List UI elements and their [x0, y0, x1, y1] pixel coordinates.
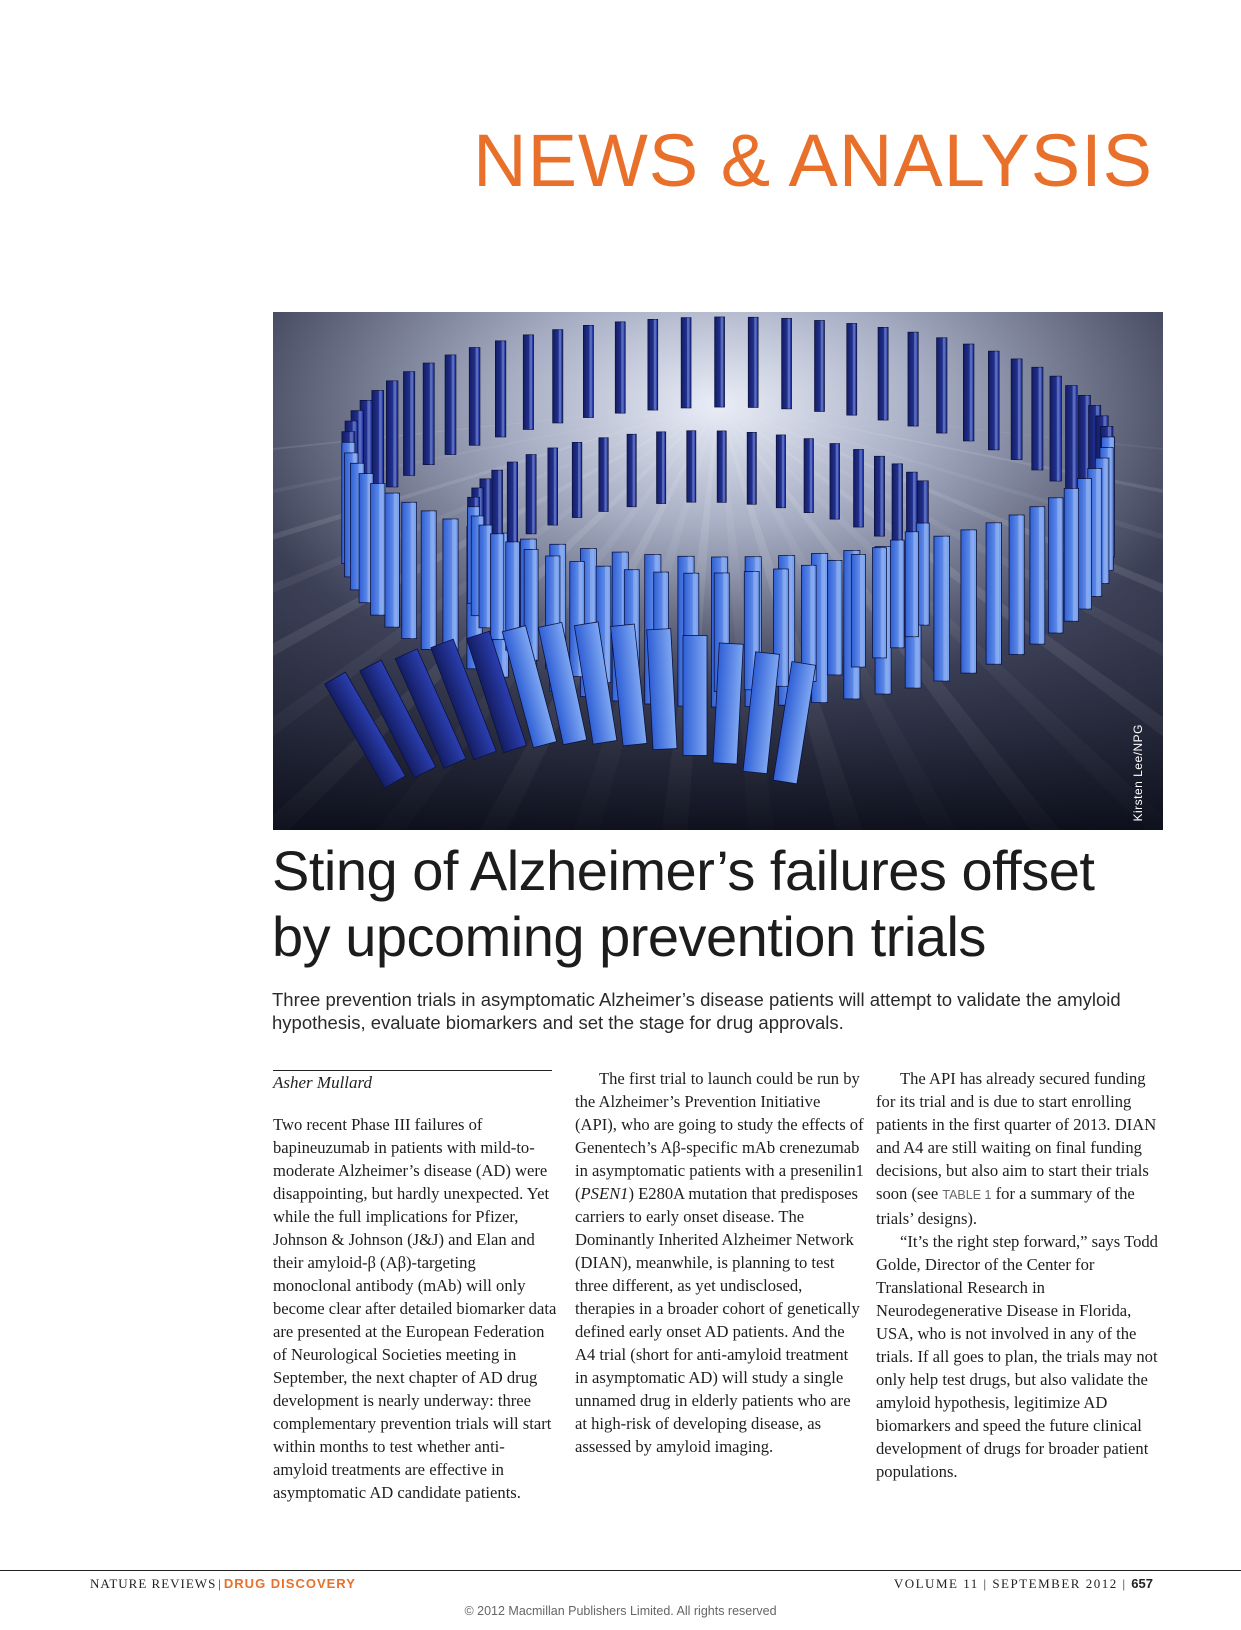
paragraph: Two recent Phase III failures of bapineuzumab in patients with mild-to-moderate Alzheimer’s disease (AD) were disappointing, but hardly unexpected. Yet while the full implications for Pfizer, Johnson & Johnson (J&J) and Elan and their amyloid-β (Aβ)-targeting monoclonal antibody (mAb) will only become clear after detailed biomarker data are presented at the European Federation of Neurological Societies meeting in September, the next chapter of AD drug development is nearly underway: three complementary prevention trials will start within months to test whether anti-amyloid treatments are effective in asymptomatic AD candidate patients. — [273, 1115, 557, 1502]
domino-highlight — [810, 565, 814, 681]
domino — [854, 450, 864, 528]
domino-highlight — [410, 372, 413, 476]
paragraph — [575, 1067, 865, 1458]
domino-highlight — [899, 540, 902, 648]
footer-journal — [90, 1576, 356, 1592]
domino-highlight — [723, 431, 725, 502]
footer-volume — [894, 1576, 1153, 1592]
domino-highlight — [559, 330, 562, 423]
article-column-1 — [273, 1113, 558, 1504]
domino — [776, 435, 785, 508]
falling-domino — [683, 635, 707, 755]
text-run: ) E280A mutation that predisposes carriers to early onset disease. The Dominantly Inherited Alzheimer Network (DIAN), meanwhile, is planning to test three different, as yet undisclosed, therapies in a broader cohort of genetically defined early onset AD patients. And the A4 trial (short for anti-amyloid treatment in asymptomatic AD) will study a single unnamed drug in elderly patients who are at high-risk of developing disease, as assessed by amyloid imaging. — [575, 1184, 860, 1456]
domino-highlight — [782, 435, 784, 508]
domino-highlight — [859, 450, 861, 528]
paragraph — [876, 1067, 1166, 1230]
gene-name: PSEN1 — [580, 1184, 629, 1203]
domino-highlight — [1086, 479, 1090, 609]
journal-name: NATURE REVIEWS — [90, 1576, 217, 1591]
domino-highlight — [452, 355, 455, 455]
domino — [495, 341, 505, 437]
domino-highlight — [970, 530, 974, 673]
headline-line-2: by upcoming prevention trials — [272, 905, 986, 968]
domino-highlight — [393, 381, 396, 487]
domino — [479, 525, 492, 628]
domino-highlight — [836, 560, 840, 675]
footer-rule — [0, 1570, 1241, 1571]
hero-illustration — [273, 312, 1163, 830]
domino — [873, 548, 887, 658]
author-byline: Asher Mullard — [273, 1073, 373, 1092]
domino — [423, 363, 434, 465]
domino — [828, 560, 843, 675]
domino — [681, 318, 691, 408]
domino-highlight — [578, 442, 580, 517]
domino-highlight — [514, 462, 517, 544]
domino-highlight — [995, 523, 999, 664]
domino-highlight — [1073, 488, 1077, 621]
domino — [748, 317, 758, 407]
text-run: for a summary of the trials’ designs). — [876, 1184, 1135, 1228]
domino — [715, 317, 725, 407]
domino — [402, 502, 417, 638]
domino-highlight — [476, 348, 479, 446]
domino-highlight — [487, 525, 490, 628]
domino — [963, 344, 974, 441]
article-headline — [272, 838, 1172, 970]
domino-highlight — [913, 532, 916, 637]
domino-highlight — [1096, 469, 1100, 597]
domino-highlight — [1057, 376, 1060, 481]
domino-highlight — [589, 325, 592, 417]
domino — [553, 330, 563, 423]
domino-highlight — [633, 434, 635, 506]
journal-subtitle: DRUG DISCOVERY — [223, 1576, 356, 1591]
domino-highlight — [898, 464, 901, 546]
domino-highlight — [430, 511, 434, 650]
domino-highlight — [880, 456, 883, 536]
headline-line-1: Sting of Alzheimer’s failures offset — [272, 839, 1095, 902]
text-run: The first trial to launch could be run by the Alzheimer’s Prevention Initiative (API), who are going to study the effects of Genentech’s Aβ-specific mAb crenezumab in asymptomatic patients with a presenilin1 ( — [575, 1069, 864, 1203]
domino-highlight — [884, 327, 887, 420]
text-run: The API has already secured funding for its trial and is due to start enrolling patients in the first quarter of 2013. DIAN and A4 are still waiting on final funding decisions, but also aim to start their trials soon (see — [876, 1069, 1157, 1203]
domino-highlight — [621, 322, 624, 413]
domino-highlight — [379, 484, 383, 616]
section-title: NEWS & ANALYSIS — [473, 119, 1153, 202]
domino-highlight — [529, 335, 532, 430]
domino-highlight — [687, 318, 689, 408]
domino-highlight — [1018, 359, 1021, 460]
domino — [469, 348, 480, 446]
domino-highlight — [810, 439, 812, 513]
domino-highlight — [379, 391, 382, 499]
domino-highlight — [1018, 515, 1022, 655]
standfirst: Three prevention trials in asymptomatic Alzheimer’s disease patients will attempt to validate the amyloid hypothesis, evaluate biomarkers and set the stage for drug approvals. — [272, 989, 1121, 1033]
byline-rule — [273, 1070, 552, 1071]
domino-highlight — [821, 321, 824, 412]
domino — [874, 456, 884, 536]
domino-highlight — [1073, 386, 1076, 493]
domino-highlight — [753, 432, 755, 504]
domino — [747, 432, 756, 504]
domino-highlight — [1057, 498, 1061, 633]
domino — [491, 534, 504, 640]
domino-highlight — [604, 438, 606, 512]
domino-highlight — [654, 319, 657, 410]
domino-highlight — [943, 536, 947, 681]
domino-highlight — [754, 317, 756, 407]
domino-ring-image — [273, 312, 1163, 830]
domino-highlight — [502, 341, 505, 437]
table-1-link[interactable]: TABLE 1 — [942, 1188, 992, 1202]
domino — [782, 318, 792, 408]
paragraph: “It’s the right step forward,” says Todd Golde, Director of the Center for Translational Research in Neurodegenerative Disease in Florida, USA, who is not involved in any of the trials. If all goes to plan, the trials may not only help test drugs, but also validate the amyloid hypothesis, legitimize AD biomarkers and speed the future clinical development of drugs for broader patient populations. — [876, 1232, 1158, 1481]
domino — [1050, 376, 1061, 481]
domino — [1064, 488, 1078, 621]
domino-highlight — [836, 444, 838, 519]
domino-highlight — [1039, 507, 1043, 644]
volume-issue: VOLUME 11 | SEPTEMBER 2012 | — [893, 1576, 1127, 1591]
domino-highlight — [788, 318, 790, 408]
domino-highlight — [924, 523, 927, 625]
domino-highlight — [1039, 367, 1042, 470]
page-number: 657 — [1131, 1576, 1153, 1591]
domino — [583, 325, 593, 417]
domino-highlight — [782, 569, 786, 686]
domino-highlight — [821, 554, 825, 703]
domino-highlight — [860, 555, 864, 668]
copyright-notice: © 2012 Macmillan Publishers Limited. All rights reserved — [464, 1604, 777, 1618]
domino-highlight — [411, 502, 415, 638]
article-column-3 — [876, 1067, 1166, 1483]
domino-highlight — [662, 432, 664, 504]
domino — [372, 391, 384, 499]
domino-highlight — [554, 448, 556, 525]
domino-highlight — [532, 455, 535, 534]
domino-highlight — [499, 534, 502, 640]
domino — [804, 439, 813, 513]
domino — [908, 332, 918, 426]
domino — [615, 322, 625, 413]
domino-highlight — [394, 493, 398, 627]
domino — [385, 493, 400, 627]
article-column-2 — [575, 1067, 865, 1458]
domino-highlight — [430, 363, 433, 465]
domino-highlight — [692, 431, 694, 502]
domino-highlight — [914, 332, 917, 426]
separator: | — [218, 1576, 222, 1591]
domino-highlight — [995, 351, 998, 450]
domino-highlight — [853, 324, 856, 416]
domino-highlight — [721, 317, 723, 407]
image-credit: Kirsten Lee/NPG — [1131, 724, 1145, 822]
domino-highlight — [452, 519, 456, 660]
domino-highlight — [605, 566, 609, 682]
domino-highlight — [881, 548, 885, 658]
domino-highlight — [943, 338, 946, 433]
domino — [986, 523, 1001, 664]
domino-highlight — [533, 549, 537, 660]
domino — [934, 536, 950, 681]
domino — [905, 532, 918, 637]
domino-highlight — [1103, 458, 1106, 583]
domino-highlight — [970, 344, 973, 441]
domino — [657, 432, 666, 504]
domino — [1048, 498, 1063, 633]
domino — [599, 438, 608, 512]
